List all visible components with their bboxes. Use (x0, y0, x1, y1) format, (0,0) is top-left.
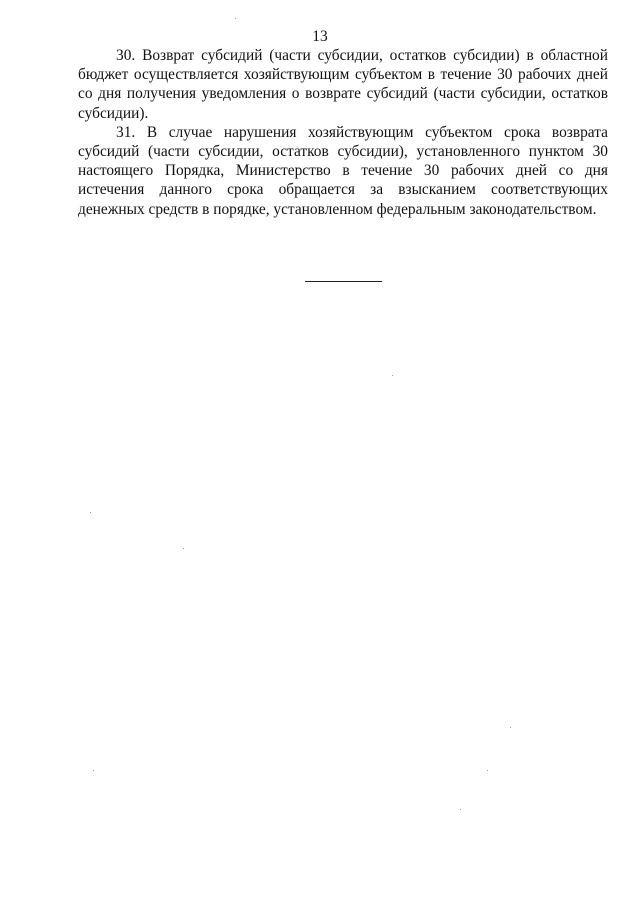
paragraph-30: 30. Возврат субсидий (части субсидии, остатков субсидии) в областной бюджет осуществляется хозяйствующим субъектом в течение 30 рабочих дней со дня получения уведомления о возврате субсидий (части субсидии, остатков субсидии). (78, 47, 608, 122)
scan-speck (90, 512, 91, 513)
scan-speck (460, 809, 461, 810)
scan-speck (510, 727, 511, 728)
page-number: 13 (312, 28, 328, 45)
end-divider-line (305, 281, 382, 282)
scan-speck (487, 770, 488, 771)
scan-speck (93, 770, 94, 771)
scan-speck (183, 548, 184, 549)
scan-speck (235, 18, 236, 19)
paragraph-31: 31. В случае нарушения хозяйствующим субъектом срока возврата субсидий (части субсидии, остатков субсидии), установленного пунктом 30 настоящего Порядка, Министерство в течение 30 рабочих дней со дня истечения данного срока обращается за взысканием соответствующих денежных средств в порядке, установленном федеральным законодательством. (78, 123, 608, 218)
document-body (78, 46, 608, 219)
scan-speck (392, 375, 393, 376)
